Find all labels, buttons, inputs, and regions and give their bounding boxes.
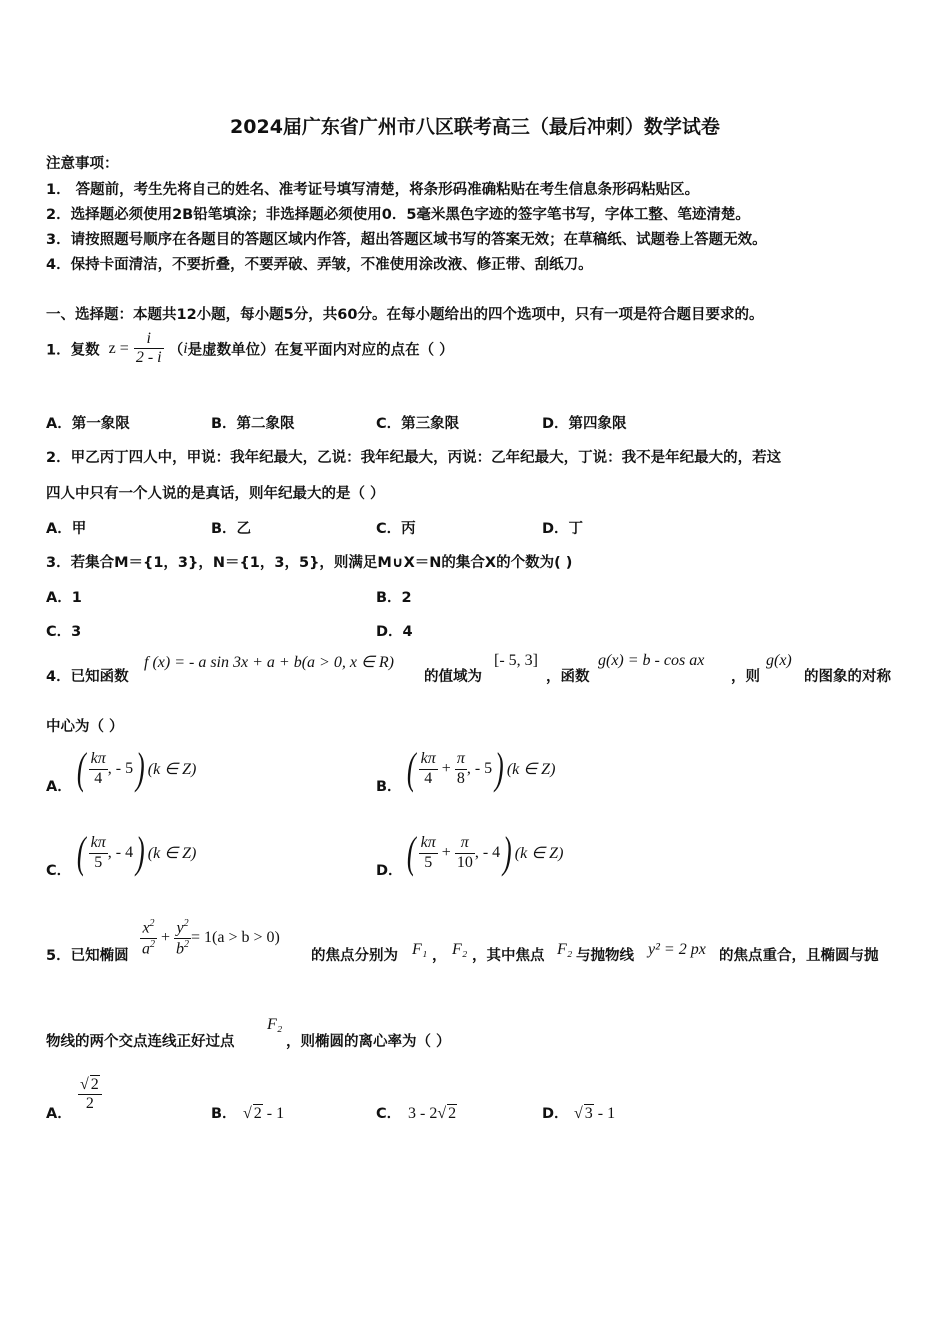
notice-item-2: 2．选择题必须使用2B铅笔填涂；非选择题必须使用0．5毫米黑色字迹的签字笔书写，字体工整、笔迹清楚。 bbox=[46, 207, 750, 223]
q5-option-c-label: C． bbox=[376, 1106, 402, 1122]
q3-option-a: A．1 bbox=[46, 590, 82, 606]
q5-foci-label: 的焦点分别为 bbox=[311, 948, 398, 964]
q2-option-a: A．甲 bbox=[46, 521, 87, 537]
q4-then-label: ，则 bbox=[731, 669, 760, 685]
q2-option-b: B．乙 bbox=[211, 521, 252, 537]
q5-ellipse-equation: $\frac{x^2}{a^2}$ + $\frac{y^2}{b^2}$ = 1(a > b > 0) bbox=[142, 918, 280, 958]
q5-f2-third: F₂ bbox=[267, 1016, 283, 1033]
q4-option-c: ( $\frac{k\pi}{5}$ , - 4) (k ∈ Z) bbox=[76, 828, 197, 877]
question-3: 3．若集合M＝{1，3}，N＝{1，3，5}，则满足M∪X＝N的集合X的个数为( ) bbox=[46, 555, 573, 571]
q5-option-d-label: D． bbox=[542, 1106, 569, 1122]
q1-option-b: B．第二象限 bbox=[211, 416, 295, 432]
question-5-prefix: 5．已知椭圆 bbox=[46, 948, 129, 964]
q5-option-c: 3 - 2√ 2 bbox=[408, 1105, 457, 1122]
q5-parabola: y² = 2 px bbox=[648, 941, 706, 958]
q4-option-c-label: C． bbox=[46, 863, 72, 879]
notice-item-3: 3．请按照题号顺序在各题目的答题区域内作答，超出答题区域书写的答案无效；在草稿纸、试题卷上答题无效。 bbox=[46, 232, 767, 248]
q3-option-b: B．2 bbox=[376, 590, 412, 606]
q4-option-a-label: A． bbox=[46, 779, 72, 795]
q5-focus-label: ，其中焦点 bbox=[472, 948, 545, 964]
q5-f2: F₂ bbox=[452, 941, 468, 958]
q4-option-b: ( $\frac{k\pi}{4}$ + $\frac{\pi}{8}$ , - 5) (k ∈ Z) bbox=[406, 744, 556, 793]
q5-f2-second: F₂ bbox=[557, 941, 573, 958]
q1-fraction: $\frac{i}{2 - i}$ bbox=[135, 330, 162, 367]
q4-f-expression: f (x) = - a sin 3x + a + b(a > 0, x ∈ R) bbox=[144, 654, 394, 671]
q2-option-c: C．丙 bbox=[376, 521, 416, 537]
q4-option-d: ( $\frac{k\pi}{5}$ + $\frac{\pi}{10}$ , - 4) (k ∈ Z) bbox=[406, 828, 564, 877]
q4-option-a: ( $\frac{k\pi}{4}$ , - 5) (k ∈ Z) bbox=[76, 744, 197, 793]
question-5-line-2a: 物线的两个交点连线正好过点 bbox=[46, 1034, 235, 1050]
q4-suffix: 的图象的对称 bbox=[804, 669, 891, 685]
q4-option-b-label: B． bbox=[376, 779, 402, 795]
q4-option-d-label: D． bbox=[376, 863, 403, 879]
q4-g-short: g(x) bbox=[766, 652, 792, 669]
question-5-line-2b: ，则椭圆的离心率为（ ） bbox=[286, 1034, 451, 1050]
q4-range-label: 的值域为 bbox=[424, 669, 482, 685]
q1-option-d: D．第四象限 bbox=[542, 416, 627, 432]
q1-option-c: C．第三象限 bbox=[376, 416, 460, 432]
section-heading: 一、选择题：本题共12小题，每小题5分，共60分。在每小题给出的四个选项中，只有一项是符合题目要求的。 bbox=[46, 307, 764, 323]
q5-option-b: √ 2 - 1 bbox=[243, 1105, 285, 1122]
question-4-prefix: 4．已知函数 bbox=[46, 669, 129, 685]
q5-suffix: 的焦点重合，且椭圆与抛 bbox=[719, 948, 879, 964]
notice-item-1: 1． 答题前，考生先将自己的姓名、准考证号填写清楚，将条形码准确粘贴在考生信息条形码粘贴区。 bbox=[46, 182, 700, 198]
q5-option-d: √ 3 - 1 bbox=[574, 1105, 616, 1122]
q4-range: [- 5, 3] bbox=[494, 652, 538, 669]
q4-g-expression: g(x) = b - cos ax bbox=[598, 652, 705, 669]
question-2-line-1: 2．甲乙丙丁四人中，甲说：我年纪最大，乙说：我年纪最大，丙说：乙年纪最大，丁说：我不是年纪最大的，若这 bbox=[46, 450, 782, 466]
q1-option-a: A．第一象限 bbox=[46, 416, 130, 432]
notice-heading: 注意事项： bbox=[46, 156, 119, 172]
question-4-line-2: 中心为（ ） bbox=[46, 719, 124, 735]
q5-f1: F₁ bbox=[412, 941, 428, 958]
q5-option-a-label: A． bbox=[46, 1106, 72, 1122]
question-1: 1．复数 z = $\frac{i}{2 - i}$ （i是虚数单位）在复平面内对应的点在（ ） bbox=[46, 330, 454, 367]
q5-parabola-label: 与抛物线 bbox=[576, 948, 634, 964]
notice-item-4: 4．保持卡面清洁，不要折叠，不要弄破、弄皱，不准使用涂改液、修正带、刮纸刀。 bbox=[46, 257, 593, 273]
question-2-line-2: 四人中只有一个人说的是真话，则年纪最大的是（ ） bbox=[46, 486, 385, 502]
q5-comma: ， bbox=[432, 948, 447, 964]
q5-option-a: $\frac{√ 2}{2}$ bbox=[78, 1075, 102, 1114]
q3-option-d: D．4 bbox=[376, 624, 413, 640]
page-title: 2024届广东省广州市八区联考高三（最后冲刺）数学试卷 bbox=[230, 116, 720, 138]
q4-function-label: ，函数 bbox=[546, 669, 590, 685]
q3-option-c: C．3 bbox=[46, 624, 82, 640]
q5-option-b-label: B． bbox=[211, 1106, 237, 1122]
q2-option-d: D．丁 bbox=[542, 521, 584, 537]
